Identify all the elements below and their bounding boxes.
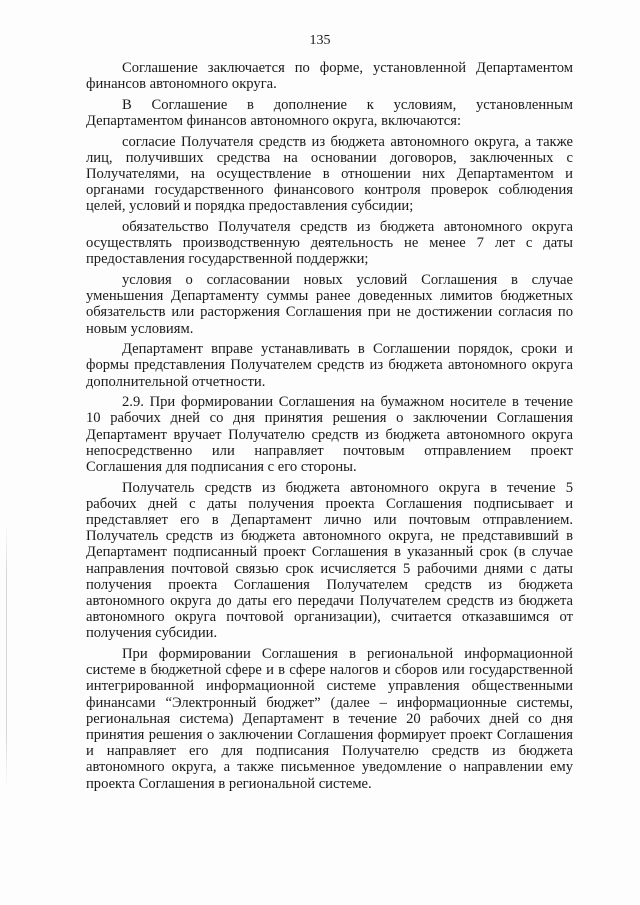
paragraph-recipient-signing: Получатель средств из бюджета автономного округа в течение 5 рабочих дней с даты получения проекта Соглашения подписывает и представляет его в Департамент лично или почтовым отправлением. Получатель средств из бюджета автономного округа, не представивший в Департамент подписанный проект Соглашения в указанный срок (в случае направления почтовой связью срок исчисляется 5 рабочими днями с даты получения проекта Соглашения Получателем средств из бюджета автономного округа до даты его передачи Получателем средств из бюджета автономного округа почтовой организации), считается отказавшимся от получения субсидии. (86, 479, 573, 642)
paragraph-production-obligation: обязательство Получателя средств из бюджета автономного округа осуществлять производственную деятельность не менее 7 лет с даты предоставления государственной поддержки; (86, 219, 573, 268)
paragraph-agreement-form: Соглашение заключается по форме, установленной Департаментом финансов автономного округа. (86, 60, 573, 93)
page-number: 135 (309, 33, 331, 48)
paragraph-additional-reporting: Департамент вправе устанавливать в Соглашении порядок, сроки и формы представления Получателем средств из бюджета автономного округа дополнительной отчетности. (86, 341, 573, 390)
paragraph-agreement-conditions: В Соглашение в дополнение к условиям, установленным Департаментом финансов автономного округа, включаются: (86, 96, 573, 129)
scan-edge-shadow (6, 520, 7, 790)
paragraph-consent-inspections: согласие Получателя средств из бюджета автономного округа, а также лиц, получивших средства на основании договоров, заключенных с Получателями, на осуществление в отношении них Департаментом и органами государственного финансового контроля проверок соблюдения целей, условий и порядка предоставления субсидии; (86, 133, 573, 215)
paragraph-electronic-agreement: При формировании Соглашения в региональной информационной системе в бюджетной сфере и в сфере налогов и сборов или государственной интегрированной информационной системе управления общественными финансами “Электронный бюджет” (далее – информационные системы, региональная система) Департамент в течение 20 рабочих дней со дня принятия решения о заключении Соглашения формирует проект Соглашения и направляет его для подписания Получателю средств из бюджета автономного округа, а также письменное уведомление о направлении ему проекта Соглашения в региональной системе. (86, 646, 573, 792)
document-body (86, 60, 573, 796)
paragraph-2-9-paper-agreement: 2.9. При формировании Соглашения на бумажном носителе в течение 10 рабочих дней со дня принятия решения о заключении Соглашения Департамент вручает Получателю средств из бюджета автономного округа непосредственно или направляет почтовым отправлением проект Соглашения для подписания с его стороны. (86, 394, 573, 476)
paragraph-new-conditions: условия о согласовании новых условий Соглашения в случае уменьшения Департаменту суммы ранее доведенных лимитов бюджетных обязательств или расторжения Соглашения при не достижении согласия по новым условиям. (86, 272, 573, 337)
